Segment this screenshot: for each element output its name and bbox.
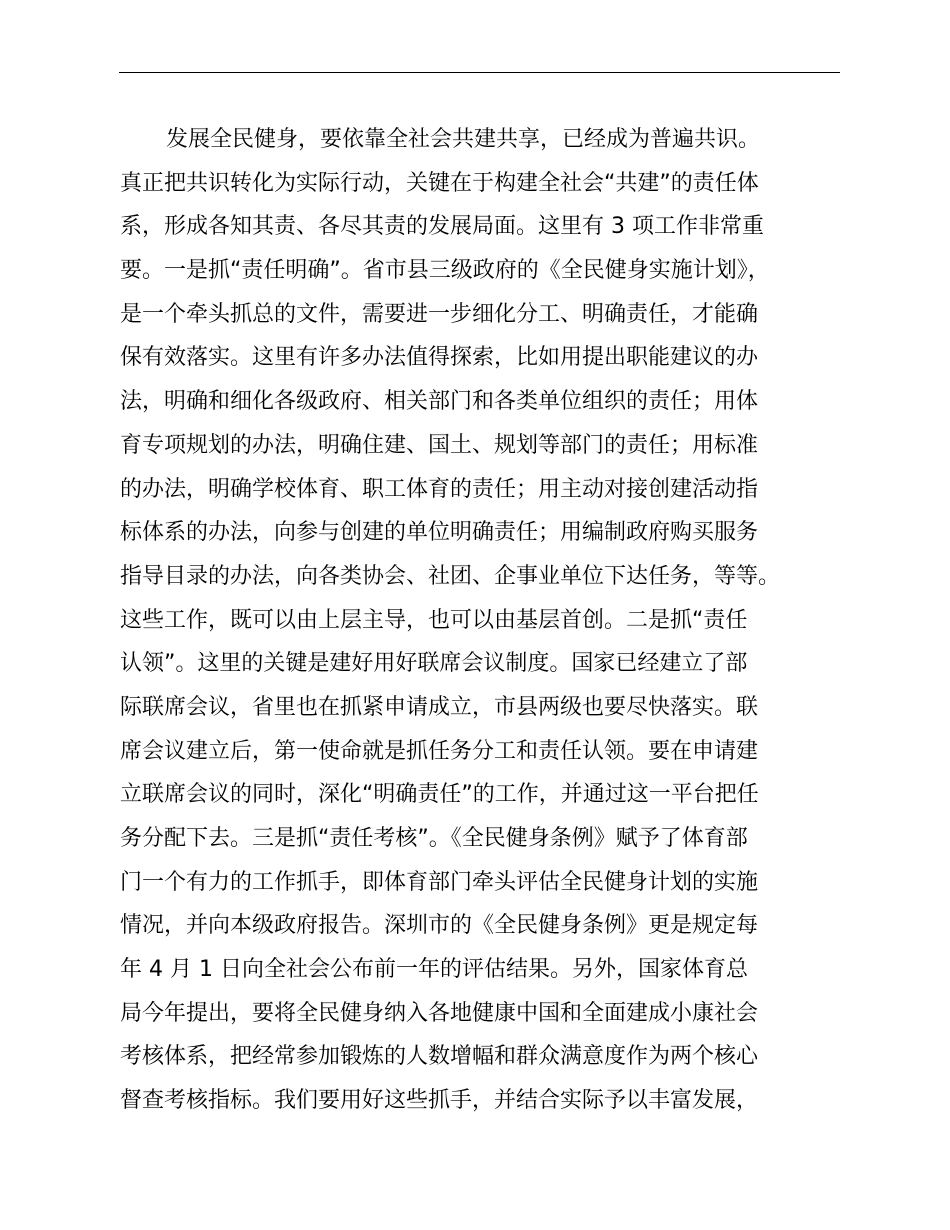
text-line: 要。一是抓“责任明确”。省市县三级政府的《全民健身实施计划》，	[120, 258, 770, 284]
text-line: 真正把共识转化为实际行动，关键在于构建全社会“共建”的责任体	[120, 170, 759, 196]
text-line: 考核体系，把经常参加锻炼的人数增幅和群众满意度作为两个核心	[120, 1044, 759, 1070]
text-line: 认领”。这里的关键是建好用好联席会议制度。国家已经建立了部	[120, 651, 748, 677]
text-line: 指导目录的办法，向各类协会、社团、企事业单位下达任务，等等。	[120, 563, 781, 589]
text-line: 席会议建立后，第一使命就是抓任务分工和责任认领。要在申请建	[120, 738, 759, 764]
text-line: 标体系的办法，向参与创建的单位明确责任；用编制政府购买服务	[120, 520, 759, 546]
text-line: 情况，并向本级政府报告。深圳市的《全民健身条例》更是规定每	[120, 913, 759, 939]
header-rule	[119, 72, 840, 73]
text-line: 保有效落实。这里有许多办法值得探索，比如用提出职能建议的办	[120, 345, 759, 371]
text-line: 是一个牵头抓总的文件，需要进一步细化分工、明确责任，才能确	[120, 301, 759, 327]
text-line: 际联席会议，省里也在抓紧申请成立，市县两级也要尽快落实。联	[120, 694, 759, 720]
text-line: 局今年提出，要将全民健身纳入各地健康中国和全面建成小康社会	[120, 1000, 759, 1026]
text-line: 务分配下去。三是抓“责任考核”。《全民健身条例》赋予了体育部	[120, 826, 748, 851]
text-line: 育专项规划的办法，明确住建、国土、规划等部门的责任；用标准	[120, 432, 759, 458]
text-line: 立联席会议的同时，深化“明确责任”的工作，并通过这一平台把任	[120, 782, 759, 808]
text-line: 年 4 月 1 日向全社会公布前一年的评估结果。另外，国家体育总	[120, 957, 748, 983]
body-paragraph	[120, 118, 860, 1123]
text-line: 系，形成各知其责、各尽其责的发展局面。这里有 3 项工作非常重	[120, 214, 764, 240]
text-line: 法，明确和细化各级政府、相关部门和各类单位组织的责任；用体	[120, 389, 759, 415]
text-line: 督查考核指标。我们要用好这些抓手，并结合实际予以丰富发展，	[120, 1088, 759, 1114]
text-line: 这些工作，既可以由上层主导，也可以由基层首创。二是抓“责任	[120, 607, 748, 633]
text-line: 的办法，明确学校体育、职工体育的责任；用主动对接创建活动指	[120, 476, 759, 502]
text-line: 发展全民健身，要依靠全社会共建共享，已经成为普遍共识。	[166, 127, 761, 152]
text-line: 门一个有力的工作抓手，即体育部门牵头评估全民健身计划的实施	[120, 869, 759, 895]
